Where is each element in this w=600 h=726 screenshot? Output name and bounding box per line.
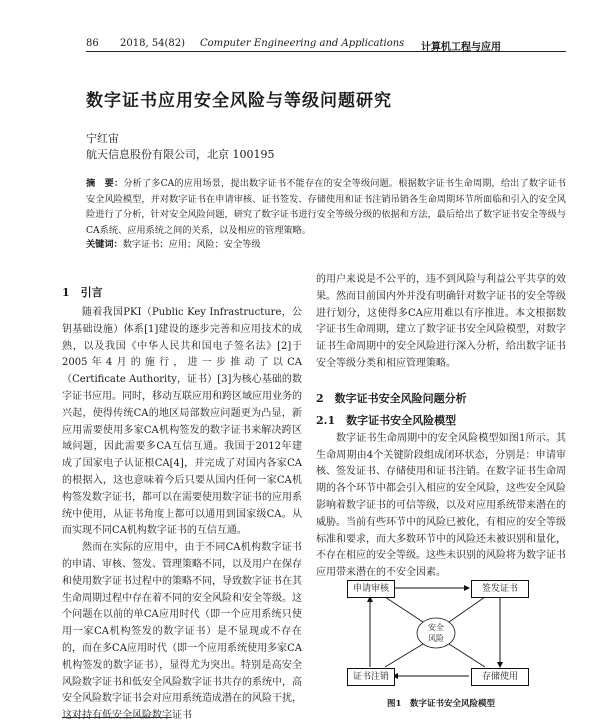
author: 宁红宙 [86, 132, 119, 145]
keywords-label: 关键词： [86, 239, 123, 250]
page-number: 86 [86, 38, 99, 49]
abstract [86, 176, 566, 238]
right-column [316, 272, 566, 582]
left-column [62, 285, 302, 725]
keywords [86, 236, 566, 250]
box-issue-certificate: 签发证书 [471, 580, 529, 598]
affiliation: 航天信息股份有限公司，北京 100195 [86, 148, 275, 161]
abstract-label: 摘 要： [86, 178, 124, 189]
section-2-1-heading: 2.1 数字证书安全风险模型 [316, 413, 457, 427]
section-1-paragraph-2: 然而在实际的应用中，由于不同CA机构数字证书的申请、审核、签发、管理策略不同，以及用户在保存和使用数字证书过程中的策略不同，导致数字证书在其生命周期过程中存在着不同的安全风险和安全等级。这个问题在以前的单CA应用时代（即一个应用系统只使用一家CA机构签发的数字证书）是不显现或不存在的，而在多CA应用时代（即一个应用系统使用多家CA机构签发的数字证书），显得尤为突出。特别是高安全风险数字证书和低安全风险数字证书共存的系统中，高安全风险数字证书会对应用系统造成潜在的风险干扰，这对持有低安全风险数字证书 [62, 542, 302, 722]
footnote-rule [62, 717, 172, 718]
link-tr-center [449, 597, 485, 622]
box-revoke-certificate: 证书注销 [347, 668, 395, 686]
link-tl-center [385, 597, 423, 622]
volume-info: 2018, 54(82) [120, 38, 186, 49]
link-bl-center [385, 644, 423, 667]
figure-1-diagram [345, 572, 535, 692]
journal-name-en: Computer Engineering and Applications [200, 38, 405, 49]
link-br-center [449, 644, 485, 667]
keywords-text: 数字证书；应用；风险；安全等级 [122, 239, 261, 250]
figure-1-caption: 图1 数字证书安全风险模型 [387, 699, 495, 709]
abstract-text: 分析了多CA的应用场景，提出数字证书不能存在的安全等级问题。根据数字证书生命周期，给出了数字证书安全风险模型，并对数字证书在申请审核、证书签发、存储使用和证书注销吊销各生命周期环节所面临和引入的安全风险进行了分析，针对安全风险问题，研究了数字证书进行安全等级分级的依据和方法，最后给出了数字证书安全等级与CA系统、应用系统之间的关系，以及相应的管理策略。 [86, 178, 566, 236]
section-1-paragraph-1: 随着我国PKI（Public Key Infrastructure，公钥基础设施）体系[1]建设的逐步完善和应用技术的成熟，以及我国《中华人民共和国电子签名法》[2]于2005年4月的施行，进一步推动了以CA（Certificate Authority，证书）[3]为核心基础的数字证书应用。同时，移动互联应用和跨区域应用业务的兴起，使得传统CA的地区局部数应问题更为凸显，新应用需要使用多家CA机构签发的数字证书来解决跨区域问题，因此需要多CA互信互通。我国于2012年建成了国家电子认证根CA[4]，并完成了对国内各家CA的根据入，这也意味着今后只要从国内任何一家CA机构签发数字证书，都可以在需要使用数字证书的应用系统中使用，从证书角度上都可以通用到国家级CA。从而实现不同CA机构数字证书的互信互通。 [62, 307, 302, 537]
center-risk-label: 安全 风险 [428, 623, 444, 643]
right-continuation-paragraph: 的用户来说是不公平的，违不到风险与利益公平共享的效果。然而目前国内外并没有明确针对数字证书的安全等级进行划分，这使得多CA应用难以有序推进。本文根据数字证书生命周期，建立了数字证书安全风险模型，对数字证书生命周期中的安全风险进行深入分析，给出数字证书安全等级分类和相应管理策略。 [316, 274, 566, 369]
paper-title: 数字证书应用安全风险与等级问题研究 [86, 91, 392, 111]
journal-name-cn: 计算机工程与应用 [421, 42, 501, 53]
box-store-use: 存储使用 [471, 668, 529, 686]
section-2-1-paragraph: 数字证书生命周期中的安全风险模型如图1所示。其生命周期由4个关键阶段组成闭环状态，分别是：申请审核、签发证书、存储使用和证书注销。在数字证书生命周期的各个环节中都会引入相应的安全风险，这些安全风险影响着数字证书的可信等级，以及对应用系统带来潜在的威胁。当前有些环节中的风险已被化，有相应的安全等级标准和要求，而大多数环节中的风险还未被识别和量化，不存在相应的安全等级。这些未识别的风险将为数字证书应用带来潜在的不安全因素。 [316, 432, 566, 579]
header-rule [86, 51, 566, 52]
box-apply-review: 申请审核 [347, 580, 395, 598]
section-1-heading: 1 引言 [62, 286, 103, 299]
section-2-heading: 2 数字证书安全风险问题分析 [316, 391, 467, 405]
